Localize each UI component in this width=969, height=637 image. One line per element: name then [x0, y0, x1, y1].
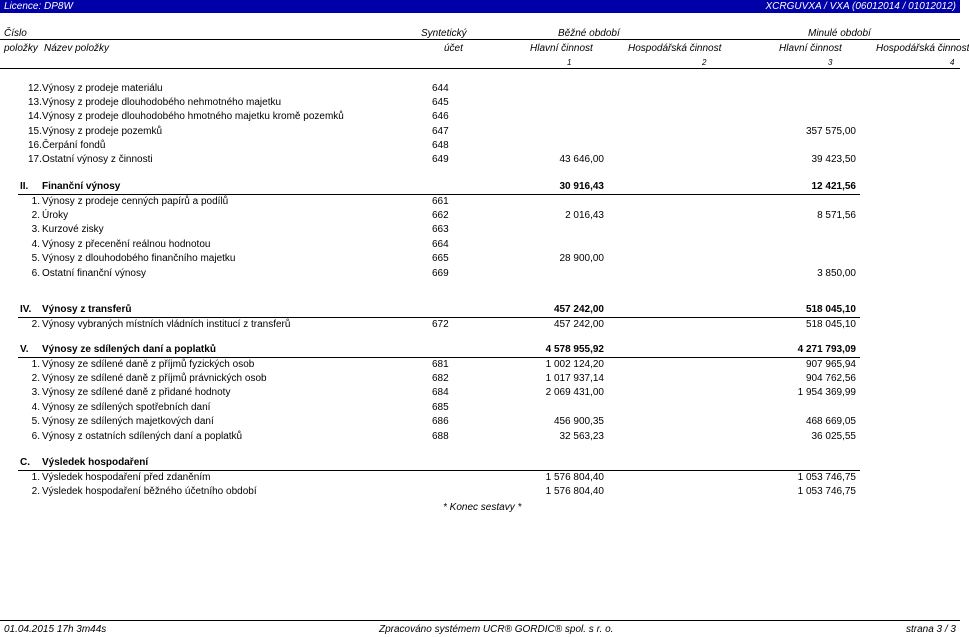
table-row: 4. Výnosy ze sdílených spotřebních daní 685 — [31, 402, 449, 413]
table-row: 16. Čerpání fondů 648 — [28, 140, 449, 151]
section-row: C. Výsledek hospodaření — [20, 457, 149, 468]
table-row: 17. Ostatní výnosy z činnosti 649 43 646,00 39 423,50 — [28, 154, 856, 165]
table-row: 13. Výnosy z prodeje dlouhodobého nehmotného majetku 645 — [28, 97, 449, 108]
table-row: 3. Kurzové zisky 663 — [31, 224, 449, 235]
footer-divider — [0, 620, 960, 621]
end-of-report-note: * Konec sestavy * — [443, 502, 522, 513]
section-row: II. Finanční výnosy 30 916,43 12 421,56 — [20, 181, 856, 192]
footer-page-number: strana 3 / 3 — [905, 624, 956, 635]
table-row: 12. Výnosy z prodeje materiálu 644 — [28, 83, 449, 94]
header-nazev: Název položky — [44, 43, 110, 54]
table-row: 2. Výnosy vybraných místních vládních institucí z transferů 672 457 242,00 518 045,10 — [31, 319, 856, 330]
footer-processed-by: Zpracováno systémem UCR® GORDIC® spol. s r. o. — [379, 624, 614, 635]
header-cislo: Číslo — [4, 28, 27, 39]
table-row: 15. Výnosy z prodeje pozemků 647 357 575,00 — [28, 126, 856, 137]
header-col-2: 2 — [702, 58, 707, 67]
header-divider-bottom — [0, 68, 960, 69]
header-bezne-obdobi: Běžné období — [558, 28, 620, 39]
table-row: 1. Výnosy ze sdílené daně z příjmů fyzických osob 681 1 002 124,20 907 965,94 — [31, 359, 856, 370]
table-row: 3. Výnosy ze sdílené daně z přidané hodnoty 684 2 069 431,00 1 954 369,99 — [31, 387, 856, 398]
header-ucet: účet — [444, 43, 463, 54]
license-label: Licence: DP8W — [4, 1, 73, 12]
table-row: 2. Výsledek hospodaření běžného účetního období 1 576 804,40 1 053 746,75 — [31, 486, 856, 497]
header-col-4: 4 — [950, 58, 955, 67]
header-synteticky: Syntetický — [421, 28, 467, 39]
header-divider-top — [0, 39, 960, 40]
table-row: 6. Ostatní finanční výnosy 669 3 850,00 — [31, 268, 856, 279]
header-hlavni-1: Hlavní činnost — [530, 43, 593, 54]
table-row: 6. Výnosy z ostatních sdílených daní a poplatků 688 32 563,23 36 025,55 — [31, 431, 856, 442]
footer-timestamp: 01.04.2015 17h 3m44s — [4, 624, 107, 635]
table-row: 4. Výnosy z přecenění reálnou hodnotou 664 — [31, 239, 449, 250]
header-col-3: 3 — [828, 58, 833, 67]
table-row: 1. Výsledek hospodaření před zdaněním 1 576 804,40 1 053 746,75 — [31, 472, 856, 483]
table-row: 2. Úroky 662 2 016,43 8 571,56 — [31, 210, 856, 221]
section-row: V. Výnosy ze sdílených daní a poplatků 4 578 955,92 4 271 793,09 — [20, 344, 856, 355]
table-row: 5. Výnosy z dlouhodobého finančního majetku 665 28 900,00 — [31, 253, 604, 264]
table-row: 5. Výnosy ze sdílených majetkových daní 686 456 900,35 468 669,05 — [31, 416, 856, 427]
header-hlavni-2: Hlavní činnost — [779, 43, 842, 54]
table-row: 1. Výnosy z prodeje cenných papírů a podílů 661 — [31, 196, 449, 207]
header-col-1: 1 — [567, 58, 572, 67]
header-polozky: položky — [4, 43, 38, 54]
top-bar — [0, 0, 960, 13]
header-hosp-2: Hospodářská činnost — [876, 43, 969, 54]
header-hosp-1: Hospodářská činnost — [628, 43, 722, 54]
section-row: IV. Výnosy z transferů 457 242,00 518 045,10 — [20, 304, 856, 315]
report-id: XCRGUVXA / VXA (06012014 / 01012012) — [765, 1, 956, 12]
table-row: 14. Výnosy z prodeje dlouhodobého hmotného majetku kromě pozemků 646 — [28, 111, 449, 122]
table-row: 2. Výnosy ze sdílené daně z příjmů právnických osob 682 1 017 937,14 904 762,56 — [31, 373, 856, 384]
header-minule-obdobi: Minulé období — [808, 28, 871, 39]
